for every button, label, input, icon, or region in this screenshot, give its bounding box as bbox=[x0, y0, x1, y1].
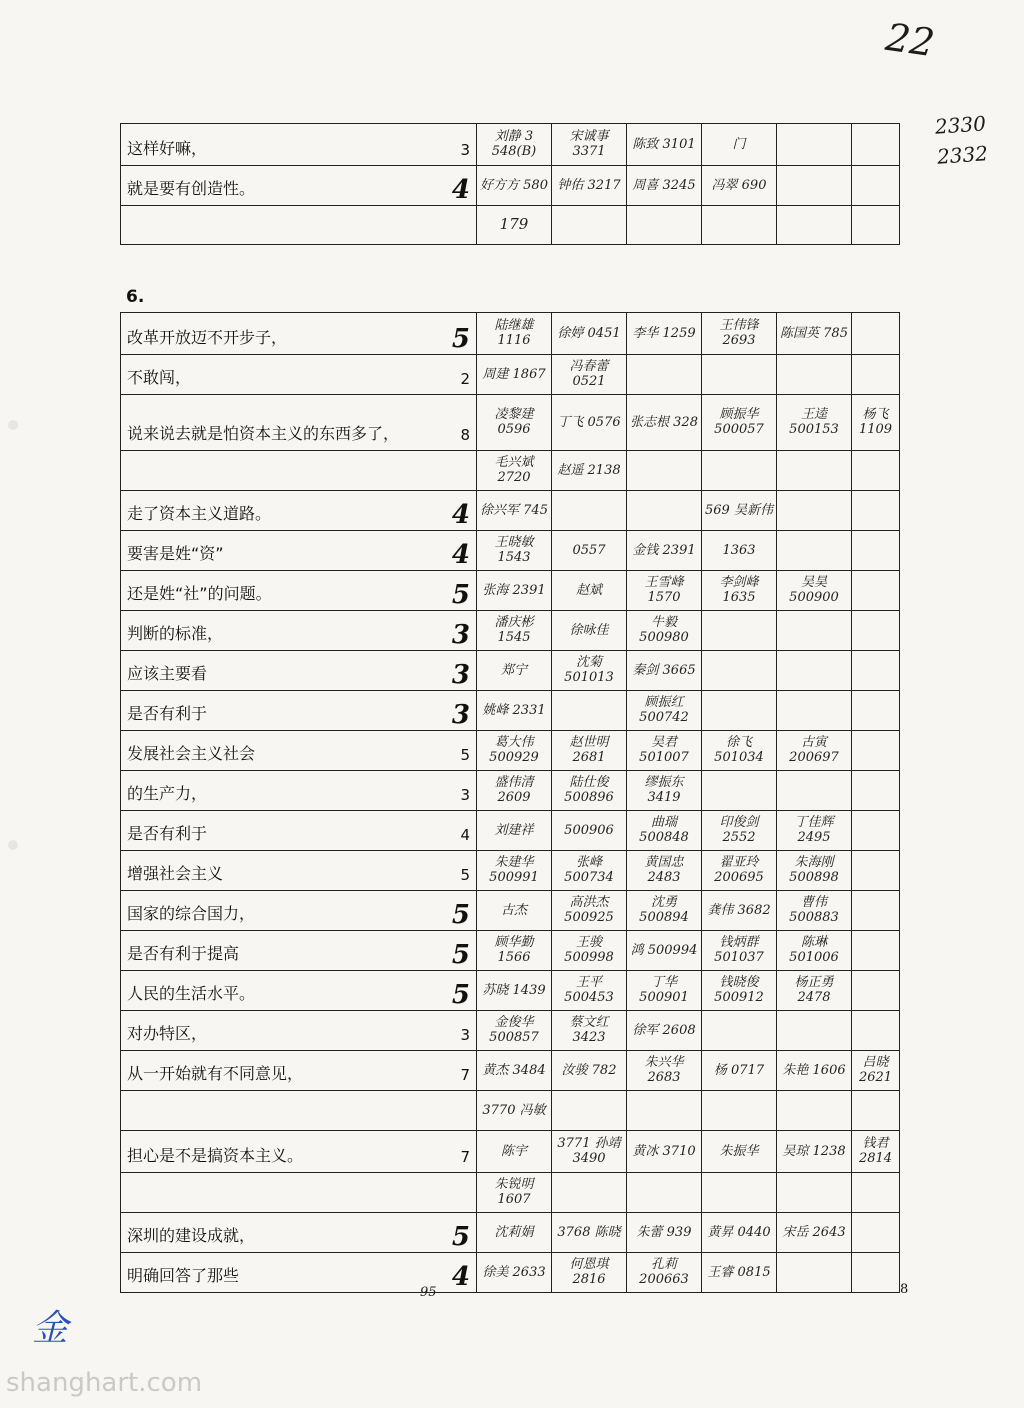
signature-cell bbox=[702, 355, 777, 395]
top-table bbox=[120, 123, 900, 245]
signature-cell bbox=[852, 313, 900, 355]
signature-cell bbox=[552, 1091, 627, 1131]
signature-cell: 吴君 501007 bbox=[627, 731, 702, 771]
signature-cell: 李剑峰 1635 bbox=[702, 571, 777, 611]
signature-cell: 陈宇 bbox=[477, 1131, 552, 1173]
script-line-cell: 深圳的建设成就， 5 bbox=[121, 1213, 477, 1253]
signature-cell bbox=[777, 771, 852, 811]
table-row bbox=[121, 1253, 900, 1293]
signature-cell bbox=[627, 1173, 702, 1213]
signature-cell: 陆仕俊 500896 bbox=[552, 771, 627, 811]
signature-cell: 吴昊 500900 bbox=[777, 571, 852, 611]
signature-cell bbox=[777, 611, 852, 651]
signature-cell bbox=[852, 851, 900, 891]
watermark: shanghart.com bbox=[6, 1368, 203, 1398]
count-value: 5 bbox=[451, 324, 470, 354]
section-label: 6. bbox=[126, 287, 145, 307]
script-line-cell: 还是姓“社”的问题。 5 bbox=[121, 571, 477, 611]
count-value: 5 bbox=[451, 900, 470, 930]
signature-cell: 黄杰 3484 bbox=[477, 1051, 552, 1091]
signature-cell bbox=[852, 531, 900, 571]
signature-cell: 陆继雄 1116 bbox=[477, 313, 552, 355]
signature-cell bbox=[852, 451, 900, 491]
signature-cell bbox=[552, 206, 627, 245]
signature-cell bbox=[552, 691, 627, 731]
side-note: 2332 bbox=[936, 141, 989, 169]
signature-cell: 徐美 2633 bbox=[477, 1253, 552, 1293]
signature-cell: 沈莉娟 bbox=[477, 1213, 552, 1253]
signature-cell: 王晓敏 1543 bbox=[477, 531, 552, 571]
signature-cell: 朱蕾 939 bbox=[627, 1213, 702, 1253]
count-value: 4 bbox=[451, 540, 470, 570]
table-row bbox=[121, 1173, 900, 1213]
script-line-cell: 要害是姓“资” 4 bbox=[121, 531, 477, 571]
signature-cell: 徐军 2608 bbox=[627, 1011, 702, 1051]
table-row bbox=[121, 491, 900, 531]
signature-cell bbox=[852, 1091, 900, 1131]
signature-cell: 刘建祥 bbox=[477, 811, 552, 851]
signature-cell: 刘静 3 548(B) bbox=[477, 124, 552, 166]
signature-cell bbox=[852, 206, 900, 245]
signature-cell: 徐飞 501034 bbox=[702, 731, 777, 771]
signature-cell bbox=[627, 355, 702, 395]
signature-cell: 0557 bbox=[552, 531, 627, 571]
signature-cell bbox=[627, 491, 702, 531]
signature-cell: 鸿 500994 bbox=[627, 931, 702, 971]
signature-cell: 沈勇 500894 bbox=[627, 891, 702, 931]
signature-cell bbox=[852, 691, 900, 731]
signature-cell: 569 吴新伟 bbox=[702, 491, 777, 531]
signature-cell: 翟亚玲 200695 bbox=[702, 851, 777, 891]
table-row bbox=[121, 395, 900, 451]
signature-cell: 朱海刚 500898 bbox=[777, 851, 852, 891]
script-line-cell: 是否有利于 4 bbox=[121, 811, 477, 851]
script-line-cell bbox=[121, 451, 477, 491]
signature-cell: 曲瑞 500848 bbox=[627, 811, 702, 851]
signature-cell: 周喜 3245 bbox=[627, 166, 702, 206]
signature-cell: 吕晓 2621 bbox=[852, 1051, 900, 1091]
signature-cell: 冯翠 690 bbox=[702, 166, 777, 206]
table-row bbox=[121, 771, 900, 811]
signature-cell: 王平 500453 bbox=[552, 971, 627, 1011]
signature-cell: 周建 1867 bbox=[477, 355, 552, 395]
count-value: 4 bbox=[451, 500, 470, 530]
table-row bbox=[121, 1091, 900, 1131]
signature-cell: 黄昇 0440 bbox=[702, 1213, 777, 1253]
signature-cell bbox=[777, 491, 852, 531]
signature-cell bbox=[702, 1091, 777, 1131]
signature-cell: 龚伟 3682 bbox=[702, 891, 777, 931]
signature-cell: 钱晓俊 500912 bbox=[702, 971, 777, 1011]
signature-cell: 汝骏 782 bbox=[552, 1051, 627, 1091]
corner-handwritten-number: 22 bbox=[882, 14, 937, 66]
table-row bbox=[121, 206, 900, 245]
count-value: 7 bbox=[460, 1066, 470, 1084]
signature-cell: 朱艳 1606 bbox=[777, 1051, 852, 1091]
script-line-cell: 这样好嘛， 3 bbox=[121, 124, 477, 166]
table-row bbox=[121, 166, 900, 206]
signature-cell: 好方方 580 bbox=[477, 166, 552, 206]
table-row bbox=[121, 1051, 900, 1091]
table-row bbox=[121, 571, 900, 611]
signature-cell bbox=[852, 1253, 900, 1293]
script-line-cell: 判断的标准， 3 bbox=[121, 611, 477, 651]
count-value: 5 bbox=[460, 746, 470, 764]
signature-cell: 姚峰 2331 bbox=[477, 691, 552, 731]
table-row bbox=[121, 811, 900, 851]
signature-cell: 179 bbox=[477, 206, 552, 245]
signature-cell bbox=[702, 771, 777, 811]
signature-cell: 朱建华 500991 bbox=[477, 851, 552, 891]
signature-cell: 宋岳 2643 bbox=[777, 1213, 852, 1253]
signature-cell bbox=[852, 891, 900, 931]
signature-cell bbox=[852, 166, 900, 206]
signature-cell bbox=[777, 355, 852, 395]
table-row bbox=[121, 1131, 900, 1173]
signature-cell: 500906 bbox=[552, 811, 627, 851]
signature-cell: 朱振华 bbox=[702, 1131, 777, 1173]
script-line-cell: 发展社会主义社会 5 bbox=[121, 731, 477, 771]
signature-cell: 何恩琪 2816 bbox=[552, 1253, 627, 1293]
signature-cell: 盛伟清 2609 bbox=[477, 771, 552, 811]
signature-cell: 赵世明 2681 bbox=[552, 731, 627, 771]
signature-cell: 钟佑 3217 bbox=[552, 166, 627, 206]
signature-cell bbox=[852, 124, 900, 166]
table-row bbox=[121, 355, 900, 395]
count-value: 5 bbox=[451, 940, 470, 970]
signature-cell: 杨 0717 bbox=[702, 1051, 777, 1091]
punch-hole bbox=[8, 420, 18, 430]
table-row bbox=[121, 1213, 900, 1253]
signature-cell bbox=[702, 1173, 777, 1213]
signature-cell: 沈菊 501013 bbox=[552, 651, 627, 691]
signature-cell: 顾华勤 1566 bbox=[477, 931, 552, 971]
signature-cell: 郑宁 bbox=[477, 651, 552, 691]
signature-cell: 3770 冯敏 bbox=[477, 1091, 552, 1131]
signature-cell bbox=[852, 651, 900, 691]
signature-cell: 陈国英 785 bbox=[777, 313, 852, 355]
table-row bbox=[121, 691, 900, 731]
count-value: 3 bbox=[460, 141, 470, 159]
table-row bbox=[121, 731, 900, 771]
signature-cell bbox=[777, 651, 852, 691]
script-line-cell: 不敢闯， 2 bbox=[121, 355, 477, 395]
signature-cell: 张海 2391 bbox=[477, 571, 552, 611]
signature-cell: 钱炳群 501037 bbox=[702, 931, 777, 971]
signature-cell: 蔡文红 3423 bbox=[552, 1011, 627, 1051]
count-value: 8 bbox=[460, 426, 470, 444]
signature-cell: 宋诚事 3371 bbox=[552, 124, 627, 166]
script-line-cell: 对办特区， 3 bbox=[121, 1011, 477, 1051]
signature-cell: 吴琼 1238 bbox=[777, 1131, 852, 1173]
signature-cell bbox=[852, 731, 900, 771]
signature-cell bbox=[627, 206, 702, 245]
script-line-cell: 人民的生活水平。 5 bbox=[121, 971, 477, 1011]
table-row bbox=[121, 651, 900, 691]
signature-cell bbox=[852, 571, 900, 611]
script-line-cell: 走了资本主义道路。 4 bbox=[121, 491, 477, 531]
signature-cell: 赵遥 2138 bbox=[552, 451, 627, 491]
signature-cell: 毛兴斌 2720 bbox=[477, 451, 552, 491]
signature-cell: 顾振红 500742 bbox=[627, 691, 702, 731]
signature-cell bbox=[852, 611, 900, 651]
signature-cell: 黄国忠 2483 bbox=[627, 851, 702, 891]
signature-cell: 金钱 2391 bbox=[627, 531, 702, 571]
side-handwritten-notes bbox=[934, 108, 989, 171]
signature-cell bbox=[777, 206, 852, 245]
signature-cell: 徐咏佳 bbox=[552, 611, 627, 651]
signature-cell: 丁佳辉 2495 bbox=[777, 811, 852, 851]
signature-cell: 赵斌 bbox=[552, 571, 627, 611]
signature-cell: 杨正勇 2478 bbox=[777, 971, 852, 1011]
signature-cell: 徐婷 0451 bbox=[552, 313, 627, 355]
signature-cell: 凌黎建 0596 bbox=[477, 395, 552, 451]
signature-cell: 张峰 500734 bbox=[552, 851, 627, 891]
table-row bbox=[121, 313, 900, 355]
signature-cell bbox=[852, 1011, 900, 1051]
signature-cell bbox=[852, 811, 900, 851]
signature-cell: 丁飞 0576 bbox=[552, 395, 627, 451]
signature-cell bbox=[777, 124, 852, 166]
table-row bbox=[121, 1011, 900, 1051]
count-value: 2 bbox=[460, 370, 470, 388]
signature-cell: 孔莉 200663 bbox=[627, 1253, 702, 1293]
signature-cell bbox=[777, 1173, 852, 1213]
count-value: 5 bbox=[451, 1222, 470, 1252]
signature-cell: 李华 1259 bbox=[627, 313, 702, 355]
count-value: 4 bbox=[451, 175, 470, 205]
table-row bbox=[121, 531, 900, 571]
script-line-cell bbox=[121, 1173, 477, 1213]
signature-cell: 1363 bbox=[702, 531, 777, 571]
signature-cell bbox=[552, 491, 627, 531]
signature-cell bbox=[777, 1011, 852, 1051]
signature-cell: 古杰 bbox=[477, 891, 552, 931]
signature-cell: 3771 孙靖 3490 bbox=[552, 1131, 627, 1173]
signature-cell: 潘庆彬 1545 bbox=[477, 611, 552, 651]
signature-cell: 秦剑 3665 bbox=[627, 651, 702, 691]
signature-cell: 黄冰 3710 bbox=[627, 1131, 702, 1173]
page-number: 8 bbox=[900, 1282, 909, 1297]
signature-cell bbox=[852, 771, 900, 811]
signature-cell: 王骏 500998 bbox=[552, 931, 627, 971]
signature-cell: 王逵 500153 bbox=[777, 395, 852, 451]
signature-cell bbox=[702, 1011, 777, 1051]
signature-cell bbox=[552, 1173, 627, 1213]
signature-cell bbox=[852, 971, 900, 1011]
signature-cell: 门 bbox=[702, 124, 777, 166]
script-line-cell: 改革开放迈不开步子， 5 bbox=[121, 313, 477, 355]
script-line-cell: 应该主要看 3 bbox=[121, 651, 477, 691]
signature-cell bbox=[702, 691, 777, 731]
punch-hole bbox=[8, 840, 18, 850]
script-line-cell: 国家的综合国力， 5 bbox=[121, 891, 477, 931]
count-value: 5 bbox=[451, 980, 470, 1010]
table-row bbox=[121, 971, 900, 1011]
signature-cell: 曹伟 500883 bbox=[777, 891, 852, 931]
signature-cell: 王雪峰 1570 bbox=[627, 571, 702, 611]
script-line-cell bbox=[121, 1091, 477, 1131]
script-line-cell: 的生产力， 3 bbox=[121, 771, 477, 811]
signature-cell bbox=[852, 1173, 900, 1213]
signature-cell: 陈琳 501006 bbox=[777, 931, 852, 971]
signature-cell: 3768 陈晓 bbox=[552, 1213, 627, 1253]
script-line-cell: 是否有利于 3 bbox=[121, 691, 477, 731]
signature-cell bbox=[702, 651, 777, 691]
signature-cell: 陈致 3101 bbox=[627, 124, 702, 166]
signature-cell: 葛大伟 500929 bbox=[477, 731, 552, 771]
main-table bbox=[120, 312, 900, 1293]
signature-cell: 金俊华 500857 bbox=[477, 1011, 552, 1051]
signature-cell bbox=[777, 691, 852, 731]
signature-cell: 缪振东 3419 bbox=[627, 771, 702, 811]
count-value: 5 bbox=[451, 580, 470, 610]
signature-cell: 牛毅 500980 bbox=[627, 611, 702, 651]
count-value: 3 bbox=[451, 620, 470, 650]
script-line-cell: 从一开始就有不同意见， 7 bbox=[121, 1051, 477, 1091]
margin-handwritten-mark: 金 bbox=[32, 1308, 69, 1349]
count-value: 7 bbox=[460, 1148, 470, 1166]
table-row bbox=[121, 611, 900, 651]
signature-cell: 朱兴华 2683 bbox=[627, 1051, 702, 1091]
count-value: 3 bbox=[451, 700, 470, 730]
signature-cell bbox=[702, 451, 777, 491]
signature-cell bbox=[852, 1213, 900, 1253]
signature-cell bbox=[852, 491, 900, 531]
count-value: 5 bbox=[460, 866, 470, 884]
signature-cell: 古寅 200697 bbox=[777, 731, 852, 771]
script-line-cell: 增强社会主义 5 bbox=[121, 851, 477, 891]
table-row bbox=[121, 931, 900, 971]
script-line-cell: 担心是不是搞资本主义。 7 bbox=[121, 1131, 477, 1173]
signature-cell: 苏晓 1439 bbox=[477, 971, 552, 1011]
signature-cell bbox=[777, 166, 852, 206]
table-row bbox=[121, 891, 900, 931]
signature-cell bbox=[777, 1091, 852, 1131]
signature-cell: 朱锐明 1607 bbox=[477, 1173, 552, 1213]
table-row bbox=[121, 451, 900, 491]
signature-cell bbox=[627, 1091, 702, 1131]
count-value: 3 bbox=[460, 786, 470, 804]
script-line-cell: 就是要有创造性。 4 bbox=[121, 166, 477, 206]
signature-cell: 丁华 500901 bbox=[627, 971, 702, 1011]
signature-cell: 冯春蕾 0521 bbox=[552, 355, 627, 395]
table-row bbox=[121, 124, 900, 166]
signature-cell: 王睿 0815 bbox=[702, 1253, 777, 1293]
signature-cell bbox=[627, 451, 702, 491]
script-line-cell: 是否有利于提高 5 bbox=[121, 931, 477, 971]
count-value: 3 bbox=[451, 660, 470, 690]
side-note: 2330 bbox=[934, 111, 987, 139]
count-value: 4 bbox=[451, 1262, 470, 1292]
script-line-cell: 说来说去就是怕资本主义的东西多了， 8 bbox=[121, 395, 477, 451]
count-value: 4 bbox=[460, 826, 470, 844]
signature-cell bbox=[777, 1253, 852, 1293]
signature-cell bbox=[702, 206, 777, 245]
signature-cell bbox=[777, 531, 852, 571]
script-line-cell: 明确回答了那些 4 bbox=[121, 1253, 477, 1293]
signature-cell: 杨飞 1109 bbox=[852, 395, 900, 451]
signature-cell: 张志根 328 bbox=[627, 395, 702, 451]
signature-cell bbox=[702, 611, 777, 651]
signature-cell: 徐兴军 745 bbox=[477, 491, 552, 531]
count-value: 3 bbox=[460, 1026, 470, 1044]
signature-cell bbox=[852, 355, 900, 395]
signature-cell: 印俊剑 2552 bbox=[702, 811, 777, 851]
signature-cell: 顾振华 500057 bbox=[702, 395, 777, 451]
table-row bbox=[121, 851, 900, 891]
signature-cell: 钱君 2814 bbox=[852, 1131, 900, 1173]
bottom-handwritten-note: 95 bbox=[420, 1285, 437, 1300]
signature-cell bbox=[777, 451, 852, 491]
signature-cell: 王伟锋 2693 bbox=[702, 313, 777, 355]
signature-cell: 高洪杰 500925 bbox=[552, 891, 627, 931]
signature-cell bbox=[852, 931, 900, 971]
script-line-cell bbox=[121, 206, 477, 245]
